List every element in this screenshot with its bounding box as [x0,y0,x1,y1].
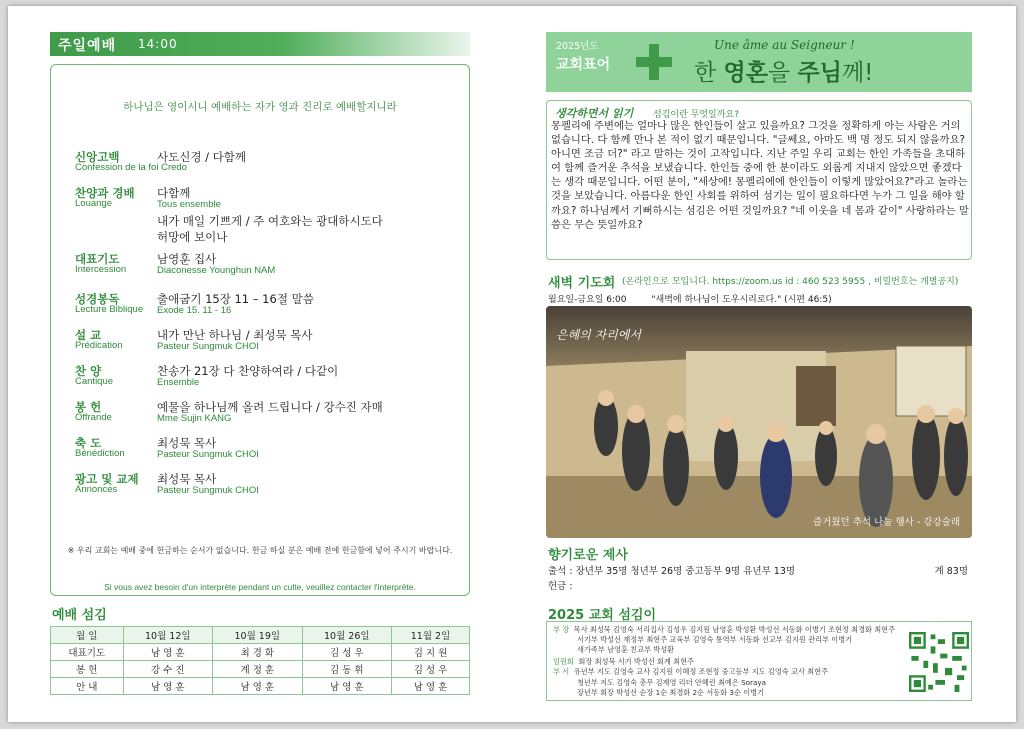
table-cell: 남 영 훈 [123,678,213,695]
bulletin-sheet [8,6,1016,722]
header-cell: 10월 12일 [123,627,213,644]
item-value: 사도신경 / 다함께 [157,150,246,164]
photo-caption-top: 은혜의 자리에서 [556,328,641,342]
item-value-fr: Exode 15. 11 - 16 [157,305,232,316]
event-photo [546,306,972,538]
ministry-line: 부 서 유년부 지도 김영숙 교사 김지원 이혜정 조현정 중고등부 지도 김영숙 교사 최현주 [553,667,829,676]
banner-motto: 한 영혼을 주님께! [694,60,874,86]
item-ko: 광고 및 교제 [75,472,139,486]
item-value: 찬송가 21장 다 찬양하여라 / 다같이 [157,364,339,378]
verse: 하나님은 영이시니 예배하는 자가 영과 진리로 예배할지니라 [123,101,397,113]
item-ko: 대표기도 [75,252,120,266]
table-cell: 강 수 진 [123,661,213,678]
dawn-time: 월요일-금요일 6:00 [548,295,627,305]
ministry-title: 2025 교회 섬김이 [548,608,657,623]
ministry-line: 장년부 회장 박성선 순장 1순 최경화 2순 서동화 3순 이병기 [577,688,765,697]
table-cell: 남 영 훈 [213,678,303,695]
item-fr: Bénédiction [75,448,125,459]
item-value-fr: Mme Sujin KANG [157,413,232,424]
dawn-title: 새벽 기도회 [548,276,616,291]
item-songs-2: 허망에 보이나 [157,230,228,244]
item-ko: 축 도 [75,436,102,450]
service-table [50,626,470,695]
photo-caption-bottom: 즐거웠던 추석 나눔 행사 - 강강술래 [812,517,960,528]
table-header [51,627,470,644]
attendance-row [548,563,968,577]
item-value: 출애굽기 15장 11 – 16절 말씀 [157,292,314,306]
banner-french: Une âme au Seigneur ! [714,38,855,52]
item-ko: 신앙고백 [75,150,120,164]
item-value-fr: Pasteur Sungmuk CHOI [157,485,259,496]
ministry-box [546,621,972,701]
service-title: 예배 섬김 [52,608,107,623]
offering-note: ※ 우리 교회는 예배 중에 헌금하는 순서가 없습니다. 헌금 하실 분은 예배 전에 헌금함에 넣어 주시기 바랍니다. [67,546,453,555]
item-ko: 설 교 [75,328,102,342]
item-value: 남영훈 집사 [157,252,217,266]
table-cell: 남 영 훈 [392,678,470,695]
reflection-subtitle: 섬김이란 무엇일까요? [653,110,739,120]
qr-code-icon[interactable] [909,630,969,694]
table-cell: 김 성 우 [302,644,392,661]
banner-year: 2025년도 [556,41,599,52]
table-cell: 김 동 휘 [302,661,392,678]
table-row [51,661,470,678]
attendance-total: 계 83명 [934,566,968,577]
item-fr: Lecture Biblique [75,304,144,315]
item-fr: Cantique [75,376,114,387]
offering-amount: 헌금 : [548,581,573,592]
table-cell: 남 영 훈 [123,644,213,661]
item-fr: Intercession [75,264,127,275]
item-fr: Prédication [75,340,123,351]
item-value-fr: Tous ensemble [157,199,221,210]
banner-label: 교회표어 [556,57,611,73]
worship-time: 14:00 [138,37,178,51]
reflection-body: 몽펠리에 주변에는 얼마나 많은 한인들이 살고 있을까요? 그것을 정확하게 아는 사람은 거의 없습니다. 다 함께 만나 본 적이 없기 때문입니다. "글쎄요, 아마도 백 명 정도 되지 않을까요? 아니면 조금 더?" 라고 말하는 것이 고작입니다. 지난 주일 우리 교회는 한인 가족들을 초대하여 함께 즐거운 추석을 보냈습니다. 한인들 중에 한 분이라도 외롭게 지내지 않았으면 좋겠다는 생각 때문입니다. 어떤 분이, "세상에! 몽펠리에에 한인들이 이렇게 많았어요?"라고 놀라는 것을 보았습니다. 아름다운 한인 사회를 위하여 섬기는 일이 필요하다면 누가 그 일을 해야 할까요? 하나님께서 기뻐하시는 섬김은 어떤 것일까요? "네 이웃을 네 몸과 같이" 사랑하라는 말씀은 무슨 뜻일까요? [551,120,969,231]
header-cell: 월 일 [51,627,124,644]
dawn-schedule [548,292,832,305]
table-cell: 남 영 훈 [302,678,392,695]
ministry-line: 청년부 지도 김영숙 총무 김재영 리더 안혜린 최예은 Soraya [577,678,767,687]
table-row [51,678,470,695]
ministry-line: 부 장 목사 최성묵 김영숙 서리집사 김성우 김지원 남영훈 박성환 박성선 서동화 이병기 조현정 최경화 최현주 [553,625,896,634]
table-cell: 김 지 원 [392,644,470,661]
header-cell: 11월 2일 [392,627,470,644]
table-cell: 계 정 훈 [213,661,303,678]
reflection-box [546,100,972,260]
item-ko: 성경봉독 [75,292,120,306]
motto-banner [546,32,972,92]
item-value: 최성묵 목사 [157,472,217,486]
table-cell: 김 성 우 [392,661,470,678]
dawn-info: (온라인으로 모입니다. https://zoom.us id : 460 523 5955 , 비밀번호는 개별공지) [622,277,959,287]
item-fr: Offrande [75,412,112,423]
item-value-fr: Pasteur Sungmuk CHOI [157,341,259,352]
item-value-fr: Pasteur Sungmuk CHOI [157,449,259,460]
table-row [51,644,470,661]
worship-order [50,64,470,596]
header-cell: 10월 26일 [302,627,392,644]
offering-title: 향기로운 제사 [548,548,628,563]
worship-header [50,32,470,56]
header-cell: 10월 19일 [213,627,303,644]
dawn-theme: "새벽에 하나님이 도우시리로다." (시편 46:5) [651,295,832,305]
table-cell: 대표기도 [51,644,124,661]
table-cell: 안 내 [51,678,124,695]
item-value: 예물을 하나님께 올려 드립니다 / 강수진 자매 [157,400,383,414]
item-value-fr: Diaconesse Younghun NAM [157,265,276,276]
item-value: 내가 만난 하나님 / 최성묵 목사 [157,328,313,342]
item-value: 다함께 [157,186,191,200]
item-fr: Annonces [75,484,118,495]
item-fr: Louange [75,198,112,209]
cross-icon [634,42,674,82]
interpreter-note: Si vous avez besoin d'un interprète pendant un culte, veuillez contacter l'interprète. [104,582,416,592]
table-cell: 최 경 화 [213,644,303,661]
item-ko: 찬양과 경배 [75,186,135,200]
item-ko: 찬 양 [75,364,102,378]
table-cell: 봉 헌 [51,661,124,678]
ministry-line: 새가족부 남영훈 친교부 박성환 [577,645,675,654]
item-fr: Confession de la foi Credo [75,162,187,173]
item-ko: 봉 헌 [75,400,102,414]
ministry-line: 서기부 박성선 재정부 최현주 교육부 김영숙 통역부 서동화 선교부 김지원 관리부 이병기 [577,635,853,644]
item-value: 최성묵 목사 [157,436,217,450]
attendance: 출석 : 장년부 35명 청년부 26명 중고등부 9명 유년부 13명 [548,566,796,577]
reflection-title: 생각하면서 읽기 [555,107,634,120]
item-songs: 내가 매일 기쁘게 / 주 여호와는 광대하시도다 [157,214,383,228]
ministry-line: 임원회 회장 최성묵 서기 박성선 회계 최현주 [553,657,694,666]
worship-title: 주일예배 [58,38,117,54]
item-value-fr: Ensemble [157,377,200,388]
